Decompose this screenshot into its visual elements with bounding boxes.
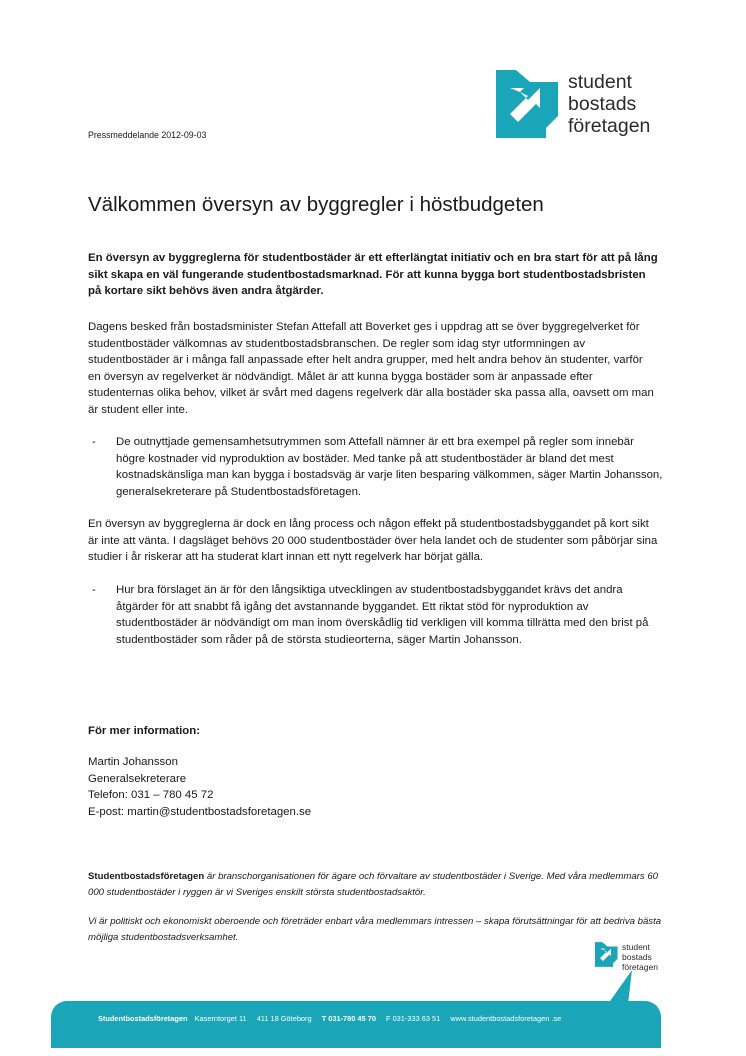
footer-address: Kaserntorget 11 (194, 1014, 247, 1023)
quote-bullet-2: - Hur bra förslaget än är för den långsiktiga utvecklingen av studentbostadsbyggandet krävs det andra åtgärder för att snabbt få igång det avstannande byggandet. Ett riktat stöd för nyproduktion av studentbostäder är nödvändigt om man inom överskådlig tid verkligen vill komma tillrätta med den brist på studentbostäder som råder på de största studieorterna, säger Martin Johansson. (116, 582, 664, 648)
lead-paragraph: En översyn av byggreglerna för studentbostäder är ett efterlängtat initiativ och en bra start för att på lång sikt skapa en väl fungerande studentbostadsmarknad. För att kunna bygga bort studentbostadsbristen på kortare sikt behövs även andra åtgärder. (88, 252, 658, 297)
about-org-name: Studentbostadsföretagen (88, 871, 205, 882)
about-paragraph-1: Studentbostadsföretagen är branschorganisationen för ägare och förvaltare av studentbostäder i Sverige. Med våra medlemmars 60 000 studentbostäder i ryggen är vi Sveriges enskilt största studentbostadsaktör. (88, 871, 659, 898)
footer-contact-line (98, 1014, 561, 1023)
footer-postal: 411 18 Göteborg (256, 1014, 312, 1023)
contact-name: Martin Johansson (88, 756, 178, 768)
contact-email: E-post: martin@studentbostadsforetagen.se (88, 805, 312, 818)
company-logo (496, 70, 650, 138)
page-title: Välkommen översyn av byggregler i höstbudgeten (88, 193, 544, 216)
logo-arrow-icon (496, 70, 562, 138)
logo-wordmark: student bostads företagen (622, 942, 658, 972)
footer-logo (595, 942, 658, 972)
footer-notch-shape (608, 970, 636, 1004)
quote-bullet-1: - De outnyttjade gemensamhetsutrymmen som Attefall nämner är ett bra exempel på regler som innebär högre kostnader vid nyproduktion av bostäder. Med tanke på att studentbostäder är bland det mest kostnadskänsliga man kan bygga i bostadsväg är varje liten besparing välkommen, säger Martin Johansson, generalsekreterare på Studentbostadsföretagen. (116, 434, 664, 500)
about-paragraph-2: Vi är politiskt och ekonomiskt oberoende och företräder enbart våra medlemmars intressen – skapa förutsättningar för att bedriva bästa möjliga studentbostadsverksamhet. (88, 916, 662, 943)
info-heading: För mer information: (88, 725, 201, 737)
logo-wordmark: student bostads företagen (568, 71, 651, 137)
logo-arrow-icon (595, 942, 619, 967)
contact-role: Generalsekreterare (88, 772, 187, 785)
contact-phone: Telefon: 031 – 780 45 72 (88, 789, 214, 801)
footer-fax: F 031-333 63 51 (386, 1014, 441, 1023)
footer-company-name: Studentbostadsföretagen (98, 1014, 188, 1023)
body-paragraph-1: Dagens besked från bostadsminister Stefan Attefall att Boverket ges i uppdrag att se över byggregelverket för studentbostäder välkomnas av studentbostadsbranschen. De regler som idag styr utformningen av studentbostäder är i många fall anpassade efter helt andra grupper, med helt andra behov än studenter, varför en översyn av regelverket är nödvändigt. Målet är att kunna bygga bostäder som är anpassade efter studenternas olika behov, vilket är svårt med dagens regelverk där alla bostäder ska passa alla, oavsett om man är student eller inte. (88, 321, 654, 416)
press-release-date: Pressmeddelande 2012-09-03 (88, 130, 207, 140)
footer-phone: T 031-780 45 70 (321, 1014, 376, 1023)
footer-bar (51, 1001, 661, 1048)
footer-website-link[interactable]: www.studentbostadsforetagen .se (450, 1014, 562, 1023)
body-paragraph-2: En översyn av byggreglerna är dock en lång process och någon effekt på studentbostadsbyggandet på kort sikt är inte att vänta. I dagsläget behövs 20 000 studentbostäder över hela landet och de studenter som påbörjar sina studier i år riskerar att ha studerat klart innan ett nytt regelverk har börjat gälla. (88, 518, 658, 563)
contact-block (88, 754, 311, 820)
